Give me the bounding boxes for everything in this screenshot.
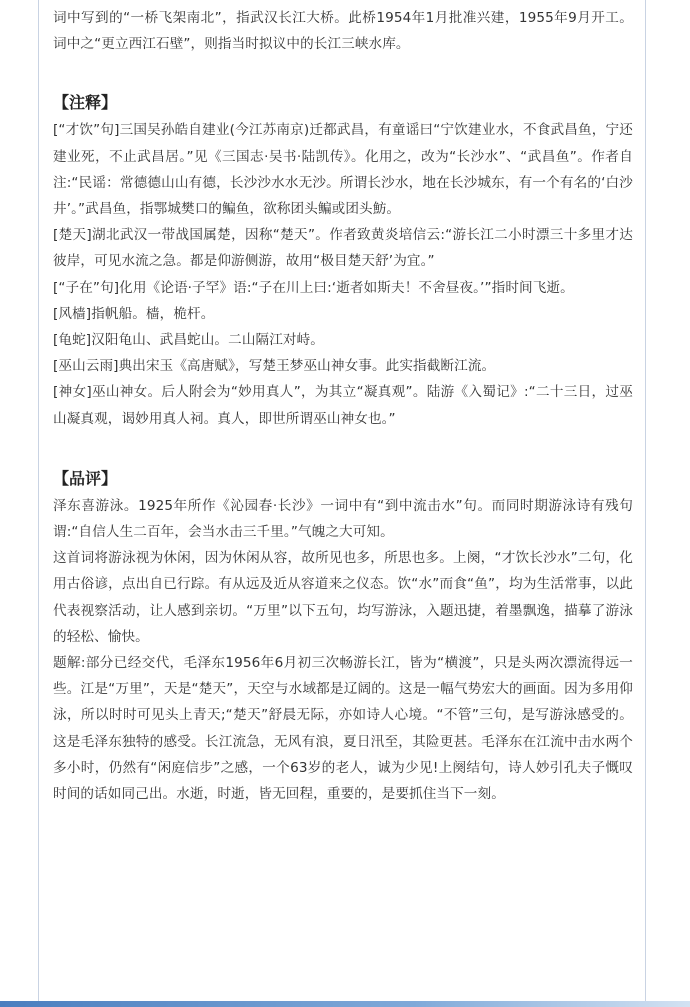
article-body — [53, 5, 633, 807]
review-heading: 【品评】 — [53, 468, 118, 488]
note-item: [巫山云雨]典出宋玉《高唐赋》，写楚王梦巫山神女事。此实指截断江流。 — [53, 358, 496, 375]
note-item: [龟蛇]汉阳龟山、武昌蛇山。二山隔江对峙。 — [53, 332, 324, 349]
review-list — [53, 493, 633, 807]
note-item: [神女]巫山神女。后人附会为“妙用真人”，为其立“凝真观”。陆游《入蜀记》:“二十三日，过巫山凝真观，谒妙用真人祠。真人，即世所谓巫山神女也。” — [53, 384, 633, 427]
note-item: [风樯]指帆船。樯，桅杆。 — [53, 305, 215, 322]
review-paragraph: 泽东喜游泳。1925年所作《沁园春·长沙》一词中有“到中流击水”句。而同时期游泳诗有残句谓:“自信人生二百年，会当水击三千里。”气魄之大可知。 — [53, 497, 633, 541]
notes-heading: 【注释】 — [53, 93, 118, 113]
bottom-scroll-bar — [0, 1001, 690, 1007]
review-paragraph: 这首词将游泳视为休闲，因为休闲从容，故所见也多，所思也多。上阕，“才饮长沙水”二句，化用古俗谚，点出自已行踪。有从远及近从容道来之仪态。饮“水”而食“鱼”，均为生活常事，以此代表视察活动，让人感到亲切。“万里”以下五句，均写游泳，入题迅捷，着墨飘逸，描摹了游泳的轻松、愉快。 — [53, 550, 633, 645]
review-paragraph: 题解:部分已经交代，毛泽东1956年6月初三次畅游长江，皆为“横渡”，只是头两次漂流得远一些。江是“万里”，天是“楚天”，天空与水域都是辽阔的。这是一幅气势宏大的画面。因为多用仰泳，所以时时可见头上青天;“楚天”舒晨无际，亦如诗人心境。“不管”三句，是写游泳感受的。这是毛泽东独特的感受。长江流急，无风有浪，夏日汛至，其险更甚。毛泽东在江流中击水两个多小时，仍然有“闲庭信步”之感，一个63岁的老人，诚为少见!上阕结句，诗人妙引孔夫子慨叹时间的话如同己出。水逝，时逝，皆无回程，重要的，是要抓住当下一刻。 — [53, 655, 633, 803]
note-item: [“才饮”句]三国吴孙皓自建业(今江苏南京)迁都武昌，有童谣曰“宁饮建业水，不食武昌鱼，宁还建业死，不止武昌居。”见《三国志·吴书·陆凯传》。化用之，改为“长沙水”、“武昌鱼”。作者自注:“民谣：常德德山山有德，长沙沙水水无沙。所谓长沙水，地在长沙城东，有一个有名的‘白沙井’。”武昌鱼，指鄂城樊口的鳊鱼，欲称团头鳊或团头魴。 — [53, 122, 633, 218]
notes-list — [53, 117, 633, 431]
note-item: [楚天]湖北武汉一带战国属楚，因称“楚天”。作者致黄炎培信云:“游长江二小时漂三十多里才达彼岸，可见水流之急。都是仰游侧游，故用“极目楚天舒’为宜。” — [53, 227, 633, 270]
intro-paragraph: 词中写到的“一桥飞架南北”，指武汉长江大桥。此桥1954年1月批准兴建，1955年9月开工。词中之“更立西江石壁”，则指当时拟议中的长江三峡水库。 — [53, 10, 633, 53]
note-item: [“子在”句]化用《论语·子罕》语:“子在川上曰:‘逝者如斯夫！不舍昼夜。’”指时间飞逝。 — [53, 279, 574, 296]
